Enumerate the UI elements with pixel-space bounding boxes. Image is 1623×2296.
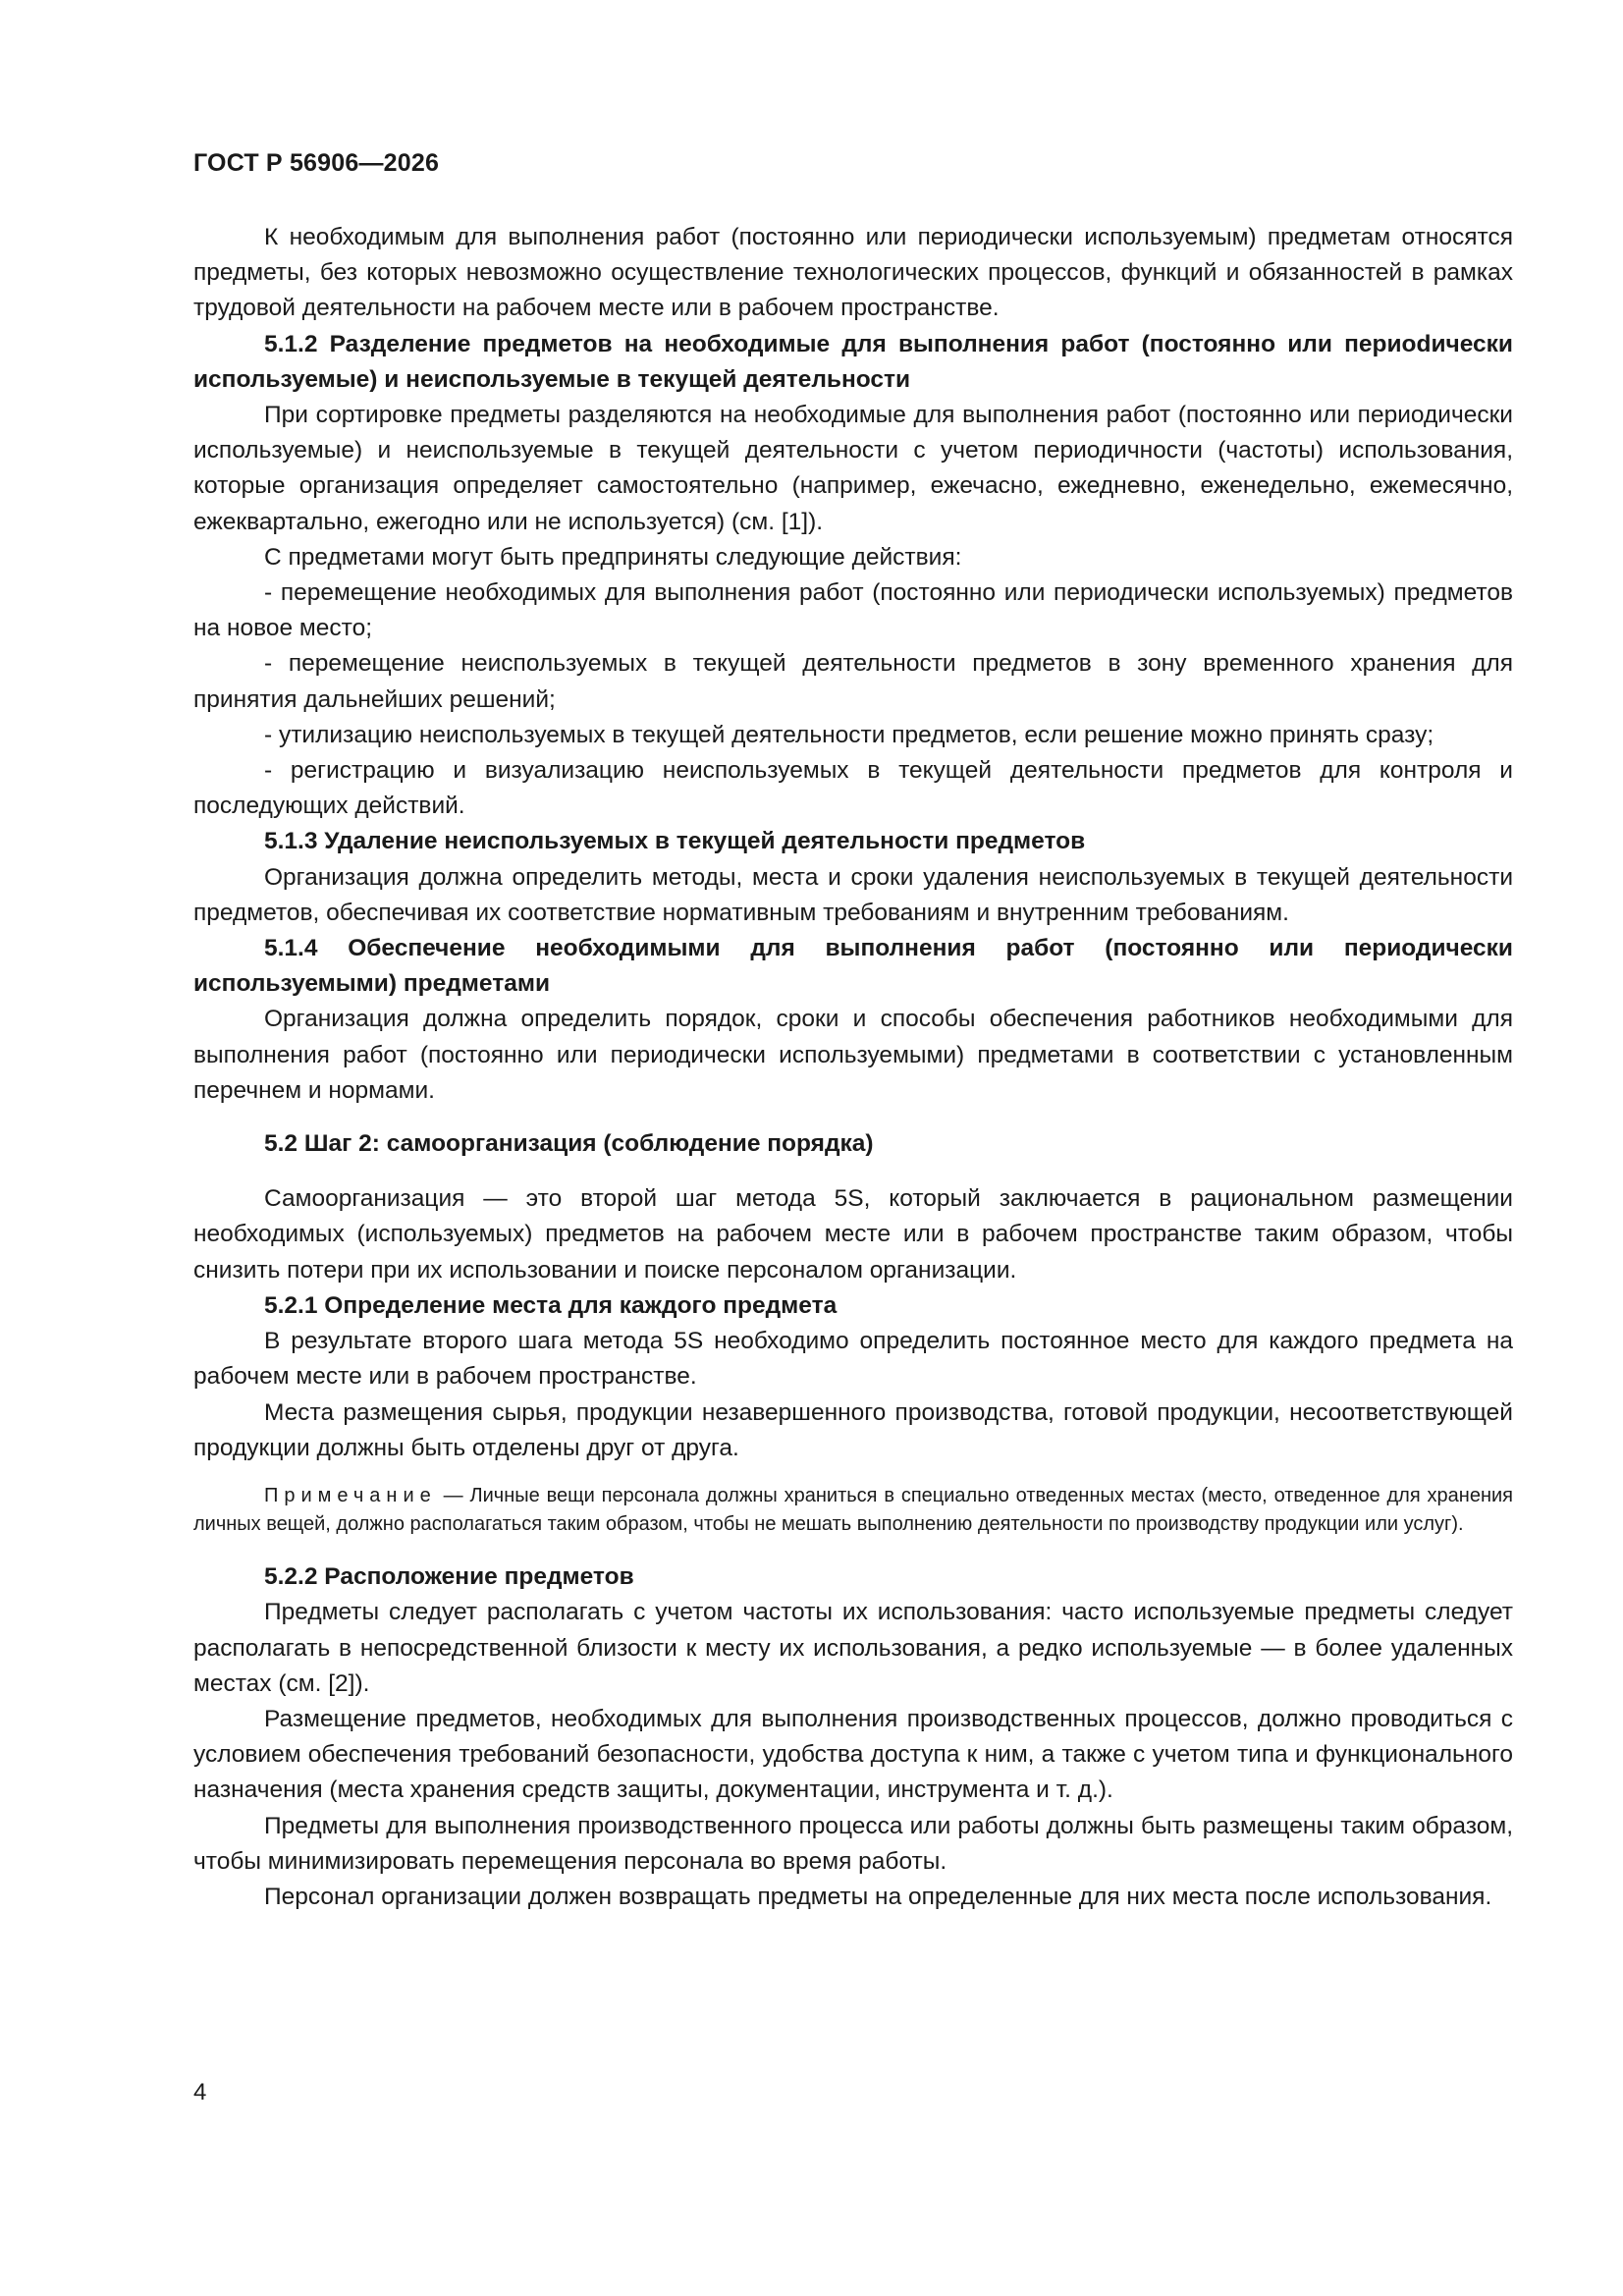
subsection-heading-5-1-4: 5.1.4 Обеспечение необходимыми для выполнения работ (постоянно или периодически используемыми) предметами	[193, 935, 1513, 998]
subsection-heading-5-1-3: 5.1.3 Удаление неиспользуемых в текущей деятельности предметов	[264, 828, 1086, 855]
list-item: - утилизацию неиспользуемых в текущей деятельности предметов, если решение можно принять сразу;	[264, 721, 1434, 748]
paragraph: С предметами могут быть предприняты следующие действия:	[264, 543, 962, 571]
paragraph: Предметы для выполнения производственного процесса или работы должны быть размещены таким образом, чтобы минимизировать перемещения персонала во время работы.	[193, 1812, 1513, 1875]
paragraph: При сортировке предметы разделяются на необходимые для выполнения работ (постоянно или периодически используемые) и неиспользуемые в текущей деятельности с учетом периодичности (частоты) использования, которые организация определяет самостоятельно (например, ежечасно, ежедневно, еженедельно, ежемесячно, ежеквартально, ежегодно или не используется) (см. [1]).	[193, 402, 1513, 535]
note	[193, 1482, 1513, 1538]
document-body	[193, 220, 1513, 1915]
paragraph: Предметы следует располагать с учетом частоты их использования: часто используемые предметы следует располагать в непосредственной близости к месту их использования, а редко используемые — в более удаленных местах (см. [2]).	[193, 1599, 1513, 1697]
list-item: - перемещение неиспользуемых в текущей деятельности предметов в зону временного хранения для принятия дальнейших решений;	[193, 650, 1513, 713]
paragraph: К необходимым для выполнения работ (постоянно или периодически используемым) предметам относятся предметы, без которых невозможно осуществление технологических процессов, функций и обязанностей в рамках трудовой деятельности на рабочем месте или в рабочем пространстве.	[193, 224, 1513, 322]
paragraph: Места размещения сырья, продукции незавершенного производства, готовой продукции, несоответствующей продукции должны быть отделены друг от друга.	[193, 1398, 1513, 1461]
list-item: - перемещение необходимых для выполнения работ (постоянно или периодически используемых) предметов на новое место;	[193, 579, 1513, 642]
section-heading-5-2: 5.2 Шаг 2: самоорганизация (соблюдение порядка)	[264, 1130, 874, 1158]
page-number: 4	[193, 2079, 207, 2105]
subsection-heading-5-1-2: 5.1.2 Разделение предметов на необходимые для выполнения работ (постоянно или периоdически используемые) и неиспользуемые в текущей деятельности	[193, 330, 1513, 393]
note-text: — Личные вещи персонала должны храниться в специально отведенных местах (место, отведенное для хранения личных вещей, должно располагаться таким образом, чтобы не мешать выполнению деятельности по производству продукции или услуг).	[193, 1484, 1513, 1535]
paragraph: Организация должна определить методы, места и сроки удаления неиспользуемых в текущей деятельности предметов, обеспечивая их соответствие нормативным требованиям и внутренним требованиям.	[193, 863, 1513, 926]
note-label: Примечание	[264, 1484, 437, 1506]
paragraph: Персонал организации должен возвращать предметы на определенные для них места после использования.	[264, 1883, 1492, 1910]
paragraph: Организация должна определить порядок, сроки и способы обеспечения работников необходимыми для выполнения работ (постоянно или периодически используемыми) предметами в соответствии с установленным перечнем и нормами.	[193, 1006, 1513, 1104]
subsection-heading-5-2-2: 5.2.2 Расположение предметов	[264, 1563, 634, 1591]
paragraph: Размещение предметов, необходимых для выполнения производственных процессов, должно проводиться с условием обеспечения требований безопасности, удобства доступа к ним, а также с учетом типа и функционального назначения (места хранения средств защиты, документации, инструмента и т. д.).	[193, 1705, 1513, 1804]
document-header: ГОСТ Р 56906—2026	[193, 149, 440, 177]
paragraph: Самоорганизация — это второй шаг метода 5S, который заключается в рациональном размещении необходимых (используемых) предметов на рабочем месте или в рабочем пространстве таким образом, чтобы снизить потери при их использовании и поиске персоналом организации.	[193, 1185, 1513, 1284]
paragraph: В результате второго шага метода 5S необходимо определить постоянное место для каждого предмета на рабочем месте или в рабочем пространстве.	[193, 1328, 1513, 1391]
list-item: - регистрацию и визуализацию неиспользуемых в текущей деятельности предметов для контроля и последующих действий.	[193, 757, 1513, 820]
subsection-heading-5-2-1: 5.2.1 Определение места для каждого предмета	[264, 1291, 838, 1319]
